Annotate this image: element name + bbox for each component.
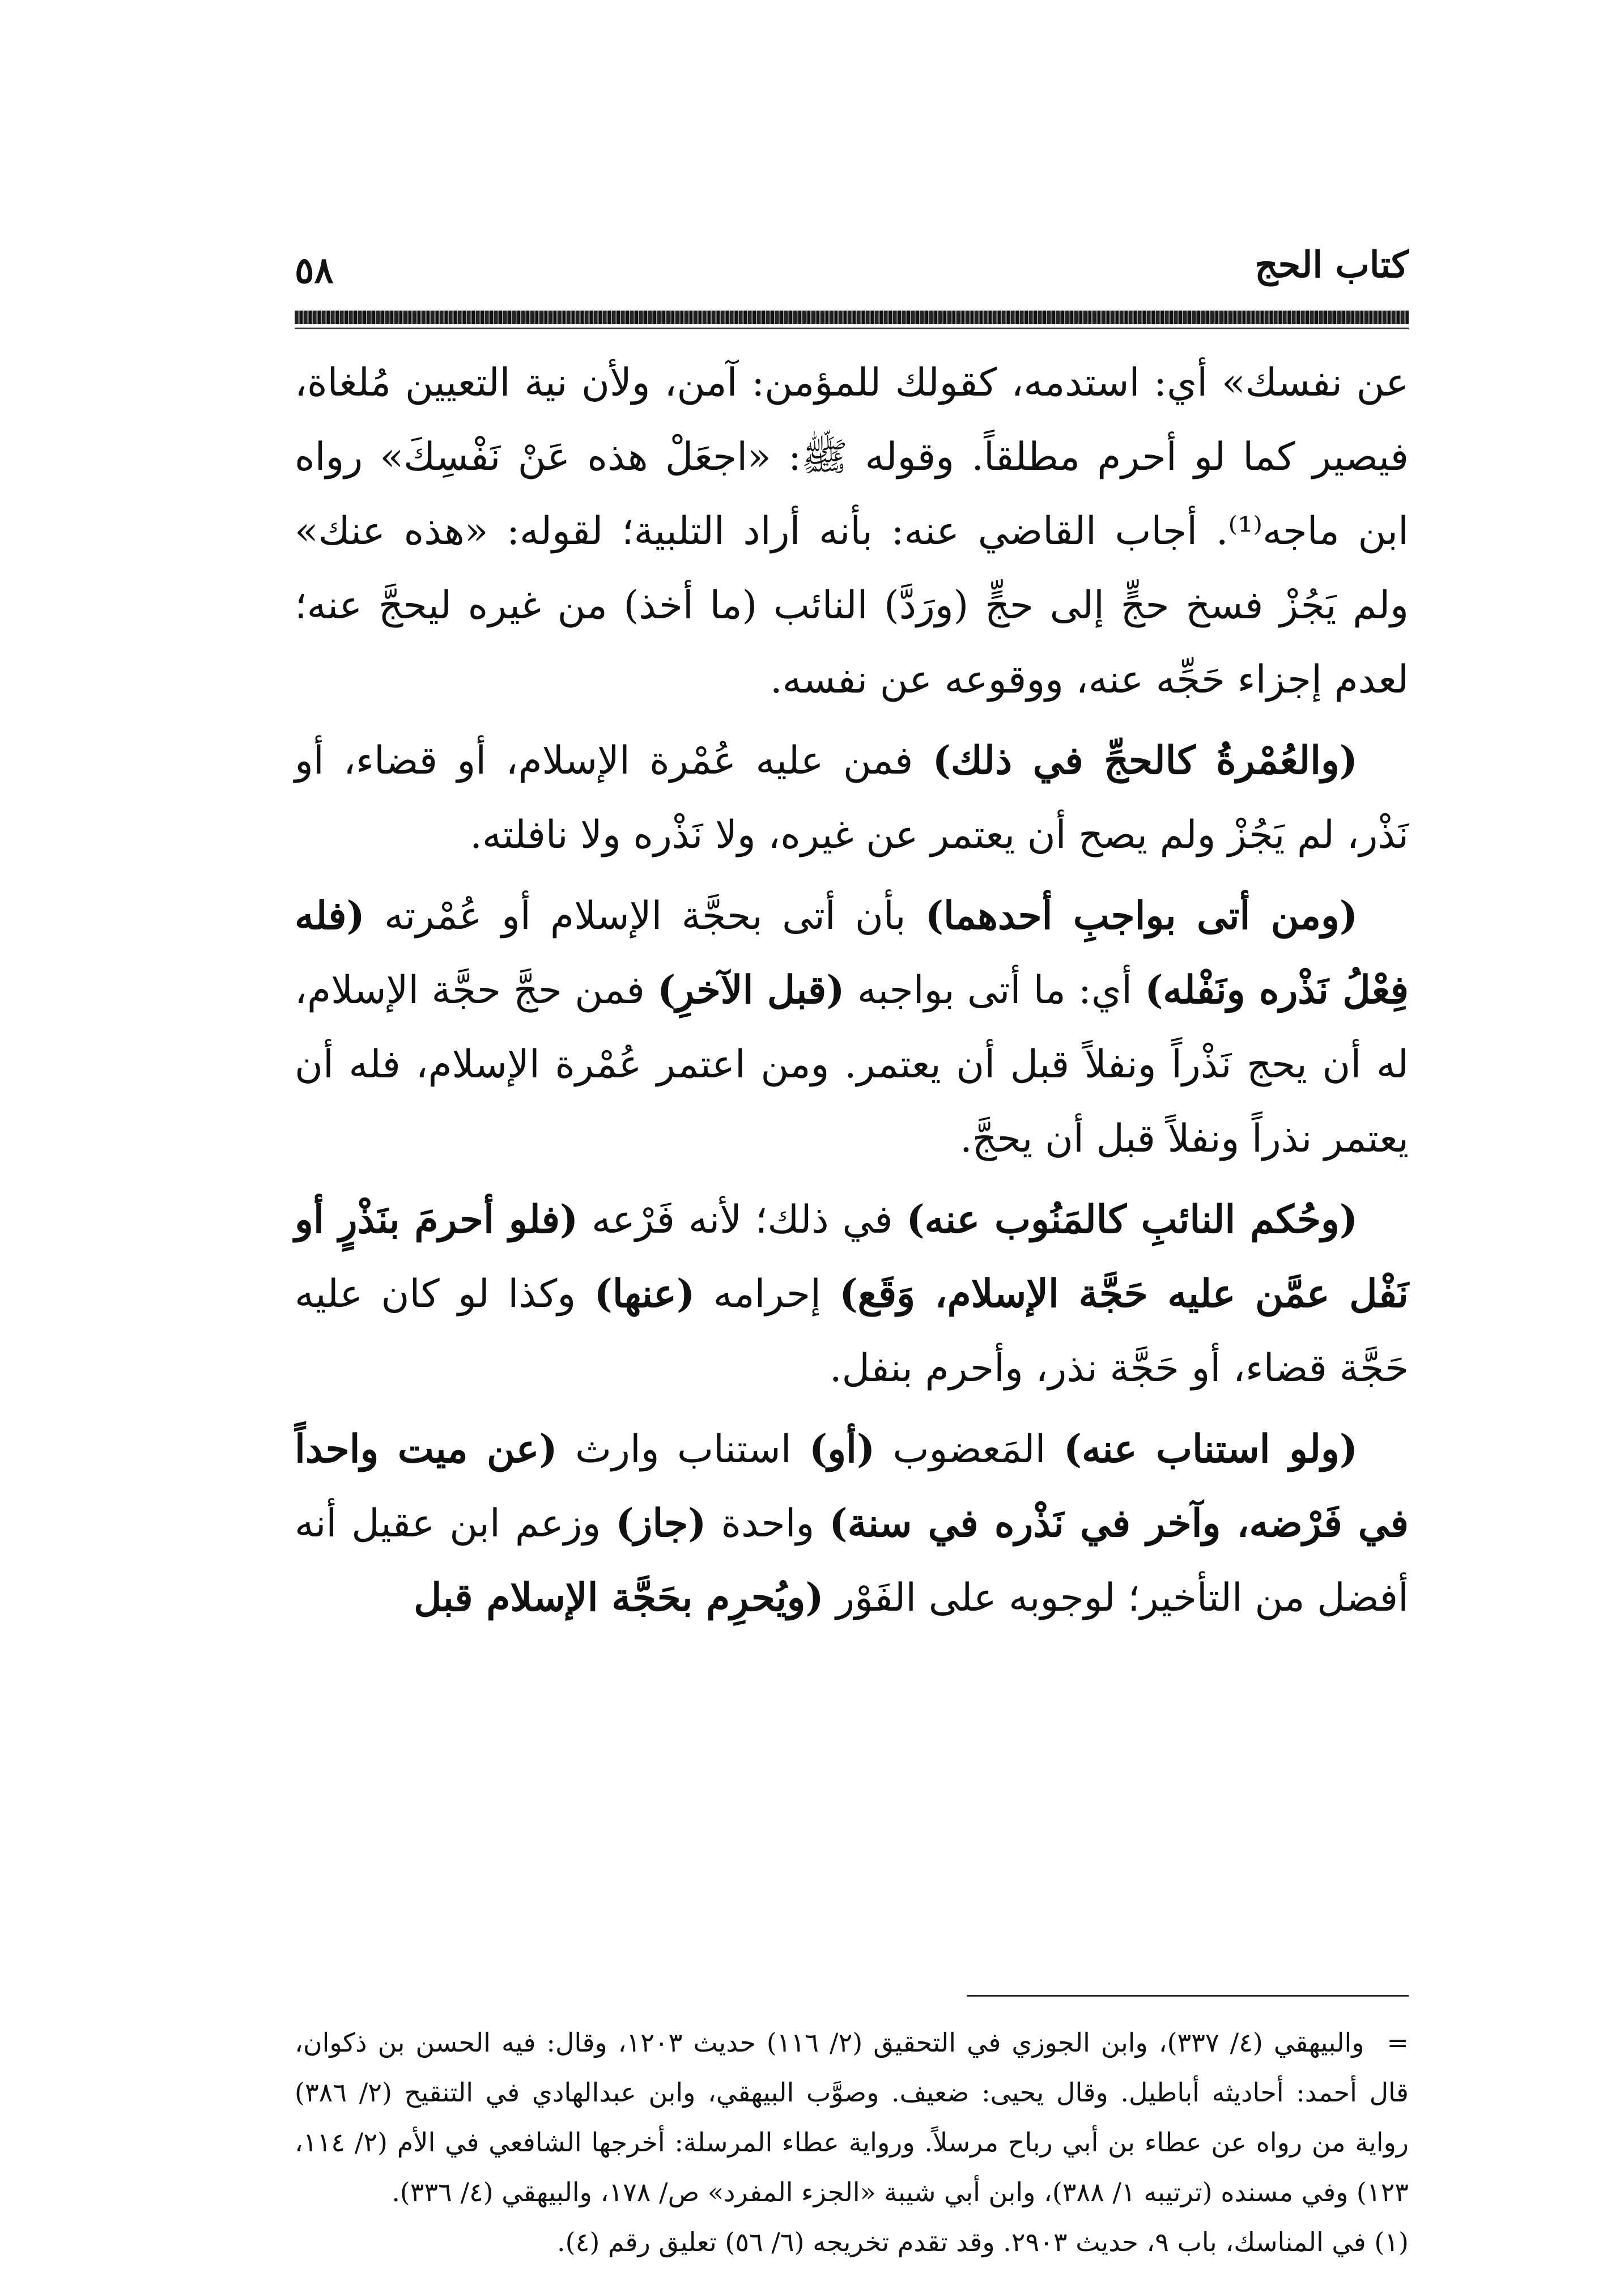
footnotes bbox=[295, 2018, 1409, 2267]
commentary-text: في ذلك؛ لأنه فَرْعه bbox=[578, 1198, 907, 1242]
matn-text: (ويُحرِم بحَجَّة الإسلام قبل bbox=[414, 1575, 824, 1620]
matn-text: (والعُمْرةُ كالحجِّ في ذلك) bbox=[932, 738, 1358, 783]
matn-text: (فلو أحرمَ بنَذْرٍ أو نَفْل عمَّن عليه حَجَّة الإسلام، وَقَع) bbox=[295, 1197, 1409, 1317]
paragraph-5 bbox=[295, 1412, 1409, 1635]
commentary-text: أي: ما أتى بواجبه bbox=[844, 968, 1145, 1013]
paragraph-2 bbox=[295, 724, 1409, 872]
header-rule bbox=[295, 311, 1409, 324]
matn-text: (ومن أتى بواجبِ أحدهما) bbox=[925, 893, 1358, 939]
page-header bbox=[295, 244, 1409, 295]
commentary-text: إحرامه bbox=[695, 1272, 840, 1317]
matn-text: (جاز) bbox=[615, 1501, 707, 1546]
running-title: كتاب الحج bbox=[1255, 244, 1409, 286]
commentary-text: واحدة bbox=[706, 1501, 830, 1546]
matn-text: (وحُكم النائبِ كالمَنُوب عنه) bbox=[906, 1197, 1358, 1242]
footnote-text: والبيهقي (٤/ ٣٣٧)، وابن الجوزي في التحقيق (٢/ ١١٦) حديث ١٢٠٣، وقال: فيه الحسن بن ذكوان، قال أحمد: أحاديثه أباطيل. وقال يحيى: ضعيف. وصوَّب البيهقي، وابن عبدالهادي في التنقيح (٢/ ٣٨٦) رواية من رواه عن عطاء بن أبي رباح مرسلاً. ورواية عطاء المرسلة: أخرجها الشافعي في الأم (٢/ ١١٤، ١٢٣) وفي مسنده (ترتيبه ١/ ٣٨٨)، وابن أبي شيبة «الجزء المفرد» ص/ ١٧٨، والبيهقي (٤/ ٣٣٦). bbox=[295, 2027, 1409, 2207]
commentary-text: فمن حجَّ حجَّة الإسلام، له أن يحج نَذْراً ونفلاً قبل أن يعتمر. ومن اعتمر عُمْرة الإسلام، فله أن يعتمر نذراً ونفلاً قبل أن يحجَّ. bbox=[295, 968, 1409, 1161]
matn-text: (عنها) bbox=[594, 1271, 695, 1317]
footnote-1: (١) في المناسك، باب ٩، حديث ٢٩٠٣. وقد تقدم تخريجه (٦/ ٥٦) تعليق رقم (٤). bbox=[557, 2227, 1409, 2257]
matn-text: (قبل الآخرِ) bbox=[657, 967, 845, 1013]
main-text bbox=[295, 346, 1409, 1642]
commentary-text: وزعم ابن عقيل أنه أفضل من التأخير؛ لوجوبه على الفَوْر bbox=[295, 1501, 1409, 1620]
matn-text: (عن ميت واحداً في فَرْضه، وآخر في نَذْره في سنة) bbox=[295, 1426, 1409, 1546]
commentary-text: فمن عليه عُمْرة الإسلام، أو قضاء، أو نَذْر، لم يَجُزْ ولم يصح أن يعتمر عن غيره، ولا نَذْره ولا نافلته. bbox=[295, 738, 1409, 857]
commentary-text: استناب وارث bbox=[557, 1427, 810, 1472]
footnote-separator bbox=[967, 1995, 1409, 1997]
paragraph-1: عن نفسك» أي: استدمه، كقولك للمؤمن: آمن، ولأن نية التعيين مُلغاة، فيصير كما لو أحرم مطلقاً. وقوله ﷺ: «اجعَلْ هذه عَنْ نَفْسِكَ» رواه ابن ماجه⁽¹⁾. أجاب القاضي عنه: بأنه أراد التلبية؛ لقوله: «هذه عنك» ولم يَجُزْ فسخ حجٍّ إلى حجٍّ (ورَدَّ) النائب (ما أخذ) من غيره ليحجَّ عنه؛ لعدم إجزاء حَجِّه عنه، ووقوعه عن نفسه. bbox=[295, 360, 1409, 702]
matn-text: (ولو استناب عنه) bbox=[1063, 1426, 1358, 1472]
paragraph-3 bbox=[295, 879, 1409, 1176]
header-rule-thin bbox=[295, 328, 1409, 329]
matn-text: (أو) bbox=[809, 1426, 875, 1472]
commentary-text: بأن أتى بحجَّة الإسلام أو عُمْرته bbox=[364, 894, 925, 939]
continuation-mark: = bbox=[1387, 2027, 1409, 2058]
matn-text: (فله فِعْلُ نَذْره ونَفْله) bbox=[295, 893, 1409, 1013]
footnote-continued bbox=[295, 2018, 1409, 2217]
commentary-text: المَعضوب bbox=[875, 1427, 1064, 1472]
commentary-text: وكذا لو كان عليه حَجَّة قضاء، أو حَجَّة نذر، وأحرم بنفل. bbox=[295, 1272, 1409, 1391]
page-number: ٥٨ bbox=[295, 249, 334, 292]
paragraph-4 bbox=[295, 1183, 1409, 1405]
